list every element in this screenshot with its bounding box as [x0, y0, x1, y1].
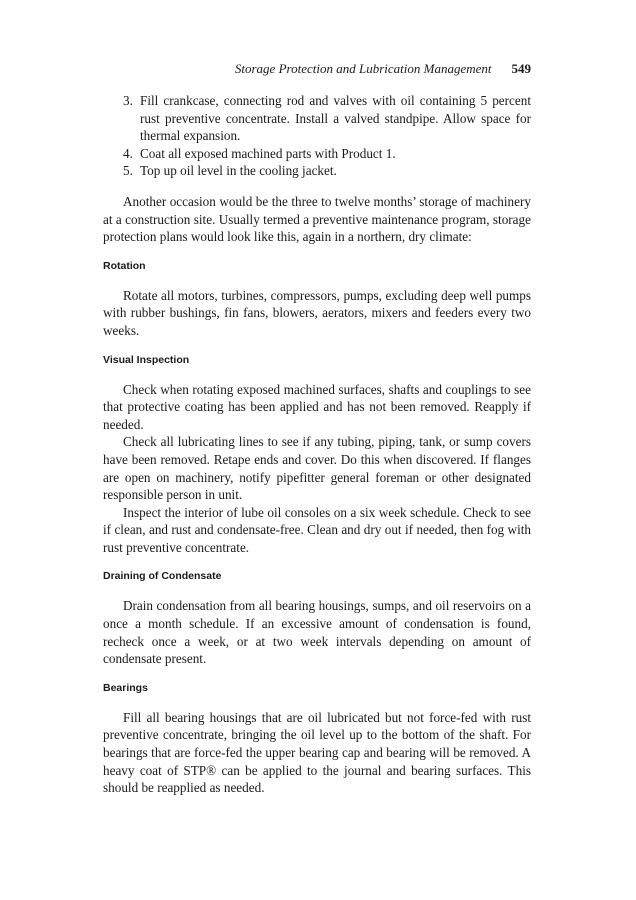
section-bearings — [103, 681, 531, 797]
body-paragraph: Fill all bearing housings that are oil lubricated but not force-fed with rust preventive concentrate, bringing the oil level up to the bottom of the shaft. For bearings that are force-fed the upper bearing cap and bearing will be removed. A heavy coat of STP® can be applied to the journal and bearing surfaces. This should be reapplied as needed. — [103, 709, 531, 796]
body-paragraph: Check all lubricating lines to see if any tubing, piping, tank, or sump covers have been removed. Retape ends and cover. Do this when discovered. If flanges are open on machinery, notify pipefitter general foreman or other designated responsible person in unit. — [103, 434, 531, 503]
intro-paragraph: Another occasion would be the three to twelve months’ storage of machinery at a construction site. Usually termed a preventive maintenance program, storage protection plans would look like this, again in a northern, dry climate: — [103, 193, 531, 245]
body-paragraph: Rotate all motors, turbines, compressors, pumps, excluding deep well pumps with rubber bushings, fin fans, blowers, aerators, mixers and feeders every two weeks. — [103, 287, 531, 338]
running-title: Storage Protection and Lubrication Management — [234, 61, 492, 76]
body-paragraph: Check when rotating exposed machined surfaces, shafts and couplings to see that protective coating has been applied and has not been removed. Reapply if needed. — [103, 381, 531, 432]
step-number: 4. — [123, 145, 133, 161]
step-item — [123, 145, 531, 163]
step-item — [123, 162, 531, 180]
step-text: Fill crankcase, connecting rod and valves with oil containing 5 percent rust preventive concentrate. Install a valved standpipe. Allow space for thermal expansion. — [140, 93, 531, 144]
body-paragraph: Drain condensation from all bearing housings, sumps, and oil reservoirs on a once a month schedule. If an excessive amount of condensation is found, recheck once a week, or at two week intervals depending on amount of condensate present. — [103, 598, 531, 667]
step-text: Top up oil level in the cooling jacket. — [140, 163, 337, 179]
section-heading: Rotation — [103, 259, 146, 272]
section-rotation — [103, 259, 531, 340]
step-item — [123, 92, 531, 145]
page-number: 549 — [511, 61, 531, 76]
step-number: 3. — [123, 93, 133, 108]
book-page — [103, 60, 531, 797]
section-heading: Bearings — [103, 681, 148, 694]
section-heading: Visual Inspection — [103, 353, 190, 366]
section-draining-of-condensate — [103, 569, 531, 667]
step-text: Coat all exposed machined parts with Product 1. — [140, 145, 396, 161]
numbered-steps — [103, 92, 531, 180]
body-paragraph: Inspect the interior of lube oil consoles on a six week schedule. Check to see if clean, and rust and condensate-free. Clean and dry out if needed, then fog with rust preventive concentrate. — [103, 504, 531, 555]
running-head — [103, 60, 531, 78]
section-visual-inspection — [103, 353, 531, 557]
step-number: 5. — [123, 163, 133, 179]
section-heading: Draining of Condensate — [103, 570, 222, 583]
